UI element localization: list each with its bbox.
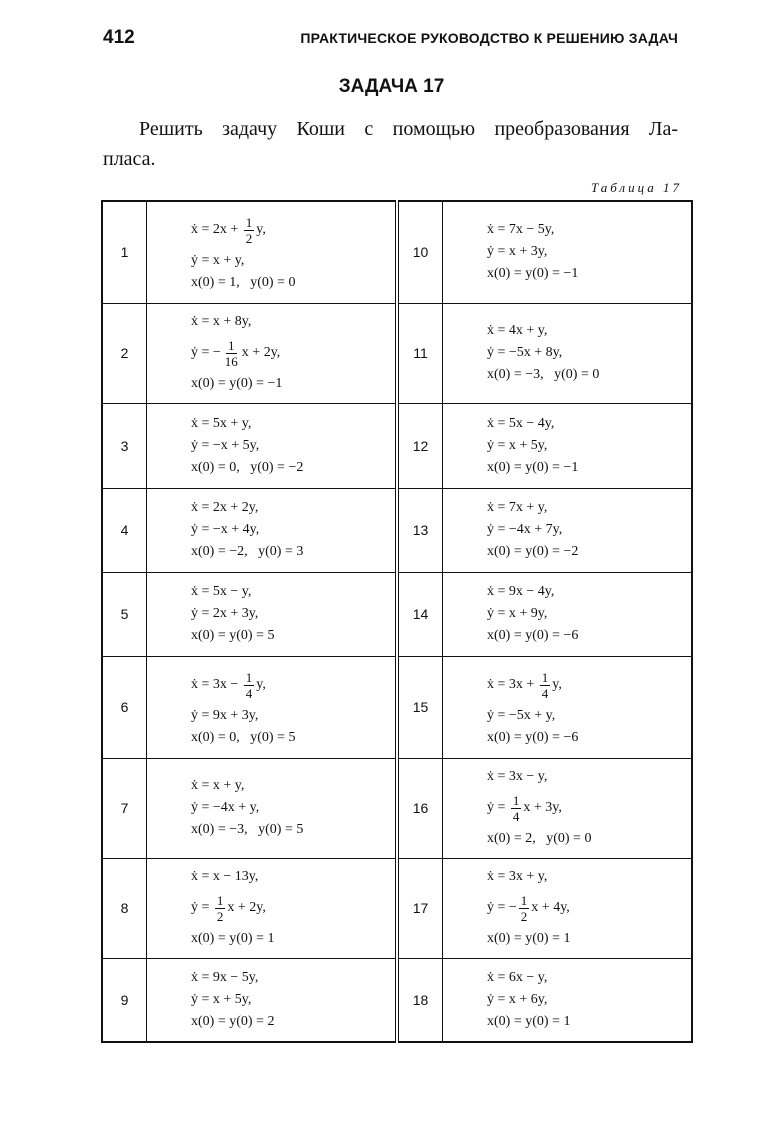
fraction bbox=[511, 793, 522, 824]
equation-text: x(0) = y(0) = −1 bbox=[191, 376, 283, 391]
table-row bbox=[102, 958, 692, 1042]
equation-system bbox=[147, 958, 398, 1042]
equation-system-lines bbox=[487, 413, 647, 479]
equation-system bbox=[443, 488, 693, 572]
equation-suffix: y, bbox=[256, 222, 266, 238]
fraction-numerator: 1 bbox=[512, 792, 520, 808]
equation-text: ẋ = x − 13y, bbox=[191, 869, 259, 884]
equation-line bbox=[487, 263, 647, 285]
equation-line bbox=[487, 665, 647, 705]
fraction-numerator: 1 bbox=[228, 337, 235, 353]
equation-line bbox=[487, 241, 647, 263]
equation-text: x(0) = 0, y(0) = 5 bbox=[191, 730, 296, 745]
equation-line bbox=[487, 603, 647, 625]
equation-line bbox=[487, 967, 647, 989]
equation-text: ẋ = 5x + y, bbox=[191, 415, 252, 431]
equation-text: ẏ = −5x + 8y, bbox=[487, 345, 563, 360]
fraction bbox=[519, 893, 530, 924]
equation-line bbox=[191, 373, 351, 395]
equation-system-lines bbox=[487, 967, 647, 1033]
equation-text: ẏ = −x + 4y, bbox=[191, 522, 260, 537]
problem-number: 16 bbox=[397, 758, 443, 858]
fraction bbox=[215, 893, 226, 924]
equation-text: ẋ = x + 8y, bbox=[191, 314, 252, 329]
equation-line bbox=[487, 888, 647, 928]
equation-line bbox=[487, 364, 647, 386]
fraction-numerator: 1 bbox=[216, 892, 224, 908]
table-row bbox=[102, 303, 692, 403]
equation-text: ẏ = x + 5y, bbox=[191, 991, 252, 1007]
equation-prefix: ẏ = − bbox=[191, 345, 221, 360]
equation-system-lines bbox=[191, 210, 351, 294]
equation-system bbox=[147, 656, 398, 758]
equation-text: ẏ = −x + 5y, bbox=[191, 437, 260, 453]
equation-line bbox=[487, 413, 647, 435]
equation-suffix: x + 2y, bbox=[227, 900, 266, 915]
equation-line bbox=[487, 866, 647, 888]
equation-system-lines bbox=[487, 766, 647, 850]
equation-text: ẋ = x + y, bbox=[191, 778, 245, 793]
problem-number: 14 bbox=[397, 572, 443, 656]
equation-prefix: ẋ = 2x + bbox=[191, 222, 242, 238]
equation-line bbox=[191, 866, 351, 888]
equation-line bbox=[191, 928, 351, 950]
equation-text: x(0) = y(0) = −1 bbox=[487, 459, 579, 475]
problems-table bbox=[101, 200, 693, 1043]
equation-system bbox=[147, 572, 398, 656]
task-title: ЗАДАЧА 17 bbox=[338, 76, 445, 97]
problem-number: 4 bbox=[102, 488, 147, 572]
problem-number: 1 bbox=[102, 201, 147, 303]
equation-system-lines bbox=[191, 866, 351, 950]
equation-text: x(0) = −3, y(0) = 0 bbox=[487, 367, 600, 382]
equation-system-lines bbox=[191, 665, 351, 749]
equation-system bbox=[147, 488, 398, 572]
equation-line bbox=[487, 581, 647, 603]
problem-number: 18 bbox=[397, 958, 443, 1042]
fraction-denominator: 16 bbox=[224, 353, 238, 369]
equation-text: ẋ = 2x + 2y, bbox=[191, 500, 259, 515]
equation-text: ẋ = 4x + y, bbox=[487, 323, 548, 338]
equation-text: ẏ = −4x + y, bbox=[191, 800, 260, 815]
equation-system bbox=[147, 403, 398, 488]
equation-line bbox=[191, 519, 351, 541]
page-header bbox=[103, 25, 678, 53]
equation-line bbox=[487, 625, 647, 647]
equation-line bbox=[191, 311, 351, 333]
equation-text: ẏ = −5x + y, bbox=[487, 708, 556, 723]
equation-system-lines bbox=[191, 775, 351, 841]
equation-text: ẋ = 5x − y, bbox=[191, 584, 252, 599]
equation-line bbox=[191, 819, 351, 841]
equation-line bbox=[191, 797, 351, 819]
equation-line bbox=[487, 828, 647, 850]
equation-text: x(0) = −3, y(0) = 5 bbox=[191, 822, 304, 837]
equation-text: ẋ = 3x + y, bbox=[487, 869, 548, 884]
equation-line bbox=[191, 705, 351, 727]
page-number: 412 bbox=[103, 27, 135, 48]
equation-text: ẋ = 3x − y, bbox=[487, 769, 548, 784]
fraction-denominator: 4 bbox=[245, 685, 253, 701]
table-row bbox=[102, 201, 692, 303]
equation-line bbox=[191, 989, 351, 1011]
equation-system-lines bbox=[487, 219, 647, 285]
equation-text: ẏ = x + y, bbox=[191, 253, 245, 269]
equation-line bbox=[191, 333, 351, 373]
equation-line bbox=[191, 435, 351, 457]
equation-line bbox=[487, 541, 647, 563]
equation-line bbox=[191, 413, 351, 435]
fraction-denominator: 4 bbox=[512, 808, 520, 824]
equation-system bbox=[443, 303, 693, 403]
equation-line bbox=[191, 967, 351, 989]
table-row bbox=[102, 656, 692, 758]
table-row bbox=[102, 403, 692, 488]
table-row bbox=[102, 758, 692, 858]
equation-system bbox=[443, 656, 693, 758]
equation-text: ẋ = 7x − 5y, bbox=[487, 222, 555, 238]
equation-text: x(0) = y(0) = −1 bbox=[487, 266, 579, 282]
equation-line bbox=[191, 250, 351, 272]
equation-system-lines bbox=[487, 581, 647, 647]
equation-text: x(0) = −2, y(0) = 3 bbox=[191, 544, 304, 559]
running-head: ПРАКТИЧЕСКОЕ РУКОВОДСТВО К РЕШЕНИЮ ЗАДАЧ bbox=[300, 30, 678, 46]
equation-system-lines bbox=[191, 413, 351, 479]
statement-line-2: пласа. bbox=[103, 148, 156, 170]
equation-suffix: x + 2y, bbox=[241, 345, 281, 360]
equation-suffix: y, bbox=[256, 677, 266, 692]
equation-line bbox=[487, 766, 647, 788]
equation-text: x(0) = y(0) = −6 bbox=[487, 730, 579, 745]
fraction-denominator: 2 bbox=[245, 230, 253, 246]
problem-number: 15 bbox=[397, 656, 443, 758]
equation-line bbox=[487, 519, 647, 541]
equation-line bbox=[487, 342, 647, 364]
equation-line bbox=[191, 603, 351, 625]
equation-text: x(0) = y(0) = 1 bbox=[191, 931, 275, 946]
equation-line bbox=[487, 727, 647, 749]
equation-system bbox=[147, 303, 398, 403]
equation-system-lines bbox=[191, 581, 351, 647]
fraction-numerator: 1 bbox=[541, 669, 549, 685]
equation-system bbox=[443, 403, 693, 488]
equation-line bbox=[191, 888, 351, 928]
fraction bbox=[223, 338, 240, 369]
equation-text: x(0) = 1, y(0) = 0 bbox=[191, 275, 296, 291]
equation-system-lines bbox=[191, 497, 351, 563]
equation-line bbox=[191, 272, 351, 294]
equation-system-lines bbox=[487, 320, 647, 386]
equation-system bbox=[443, 958, 693, 1042]
statement-line-1: Решить задачу Коши с помощью преобразования Ла- bbox=[139, 118, 678, 140]
equation-text: x(0) = y(0) = −6 bbox=[487, 628, 579, 643]
equation-text: x(0) = 0, y(0) = −2 bbox=[191, 459, 304, 475]
fraction-numerator: 1 bbox=[245, 214, 253, 230]
equation-system bbox=[147, 201, 398, 303]
equation-line bbox=[487, 435, 647, 457]
equation-line bbox=[191, 497, 351, 519]
equation-system bbox=[443, 758, 693, 858]
equation-line bbox=[191, 541, 351, 563]
equation-suffix: y, bbox=[552, 677, 562, 692]
equation-suffix: x + 4y, bbox=[531, 900, 570, 915]
equation-prefix: ẋ = 3x + bbox=[487, 677, 538, 692]
equation-text: ẏ = x + 6y, bbox=[487, 991, 548, 1007]
equation-system bbox=[443, 201, 693, 303]
equation-text: ẋ = 5x − 4y, bbox=[487, 415, 555, 431]
equation-line bbox=[487, 497, 647, 519]
equation-system-lines bbox=[487, 866, 647, 950]
table-row bbox=[102, 858, 692, 958]
equation-prefix: ẏ = bbox=[191, 900, 213, 915]
fraction-numerator: 1 bbox=[245, 669, 253, 685]
equation-line bbox=[487, 1011, 647, 1033]
problem-number: 10 bbox=[397, 201, 443, 303]
equation-line bbox=[191, 457, 351, 479]
fraction-denominator: 4 bbox=[541, 685, 549, 701]
equation-line bbox=[487, 457, 647, 479]
problem-number: 17 bbox=[397, 858, 443, 958]
equation-line bbox=[191, 727, 351, 749]
equation-system-lines bbox=[487, 665, 647, 749]
equation-text: x(0) = y(0) = 5 bbox=[191, 628, 275, 643]
equation-text: ẏ = 9x + 3y, bbox=[191, 708, 259, 723]
equation-system bbox=[443, 858, 693, 958]
equation-system bbox=[147, 858, 398, 958]
equation-prefix: ẋ = 3x − bbox=[191, 677, 242, 692]
equation-suffix: x + 3y, bbox=[523, 800, 562, 815]
fraction bbox=[540, 670, 551, 701]
equation-line bbox=[191, 581, 351, 603]
table-row bbox=[102, 572, 692, 656]
table-caption: Таблица 17 bbox=[590, 180, 682, 195]
fraction bbox=[244, 670, 255, 701]
equation-line bbox=[191, 625, 351, 647]
equation-line bbox=[191, 210, 351, 250]
equation-text: x(0) = y(0) = 2 bbox=[191, 1013, 275, 1029]
equation-text: ẋ = 9x − 5y, bbox=[191, 969, 259, 985]
equation-text: x(0) = y(0) = 1 bbox=[487, 1013, 571, 1029]
equation-line bbox=[487, 989, 647, 1011]
problem-number: 13 bbox=[397, 488, 443, 572]
equation-text: ẋ = 7x + y, bbox=[487, 500, 548, 515]
problem-number: 2 bbox=[102, 303, 147, 403]
equation-line bbox=[487, 788, 647, 828]
problem-number: 8 bbox=[102, 858, 147, 958]
equation-system-lines bbox=[191, 311, 351, 395]
problems-table-body bbox=[102, 201, 692, 1042]
problem-number: 5 bbox=[102, 572, 147, 656]
equation-line bbox=[487, 219, 647, 241]
fraction bbox=[244, 215, 255, 246]
fraction-denominator: 2 bbox=[520, 908, 528, 924]
task-statement bbox=[103, 114, 678, 174]
equation-prefix: ẏ = − bbox=[487, 900, 517, 915]
fraction-numerator: 1 bbox=[520, 892, 528, 908]
equation-prefix: ẏ = bbox=[487, 800, 509, 815]
equation-system bbox=[443, 572, 693, 656]
fraction-denominator: 2 bbox=[216, 908, 224, 924]
problem-number: 3 bbox=[102, 403, 147, 488]
equation-line bbox=[487, 705, 647, 727]
equation-text: x(0) = y(0) = 1 bbox=[487, 931, 571, 946]
equation-line bbox=[191, 1011, 351, 1033]
equation-text: ẏ = 2x + 3y, bbox=[191, 606, 259, 621]
equation-line bbox=[487, 320, 647, 342]
problem-number: 7 bbox=[102, 758, 147, 858]
equation-text: ẏ = −4x + 7y, bbox=[487, 522, 563, 537]
problem-number: 11 bbox=[397, 303, 443, 403]
table-row bbox=[102, 488, 692, 572]
problem-number: 6 bbox=[102, 656, 147, 758]
equation-text: x(0) = 2, y(0) = 0 bbox=[487, 831, 592, 846]
equation-text: ẋ = 6x − y, bbox=[487, 969, 548, 985]
equation-system-lines bbox=[487, 497, 647, 563]
equation-system bbox=[147, 758, 398, 858]
equation-text: ẏ = x + 5y, bbox=[487, 437, 548, 453]
equation-text: ẋ = 9x − 4y, bbox=[487, 584, 555, 599]
problem-number: 9 bbox=[102, 958, 147, 1042]
equation-text: x(0) = y(0) = −2 bbox=[487, 544, 579, 559]
problem-number: 12 bbox=[397, 403, 443, 488]
equation-line bbox=[191, 775, 351, 797]
equation-text: ẏ = x + 3y, bbox=[487, 244, 548, 260]
equation-text: ẏ = x + 9y, bbox=[487, 606, 548, 621]
equation-line bbox=[487, 928, 647, 950]
equation-line bbox=[191, 665, 351, 705]
equation-system-lines bbox=[191, 967, 351, 1033]
